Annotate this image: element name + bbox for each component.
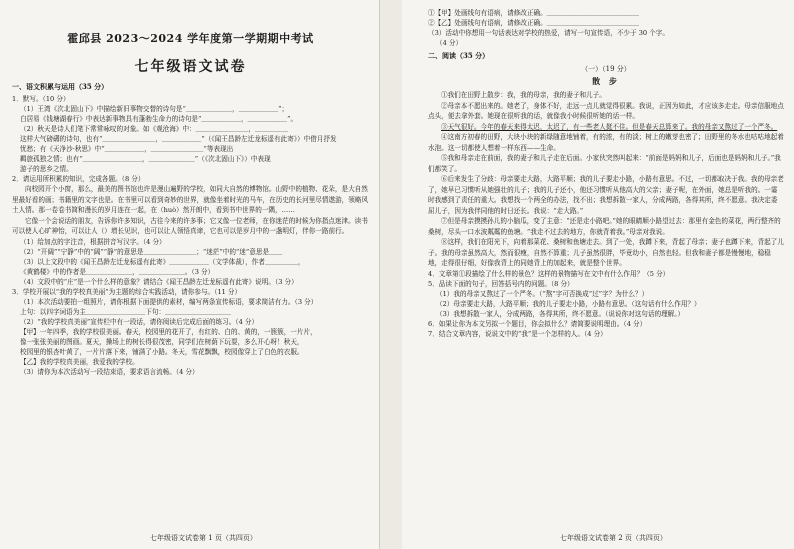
reading-passage: 它像一个会说话的朋友，告诉你许多知识，古往今来的许多事；它又像一位老师，在你迷茫的时候为你指点迷津。读书可以使人心旷神怡，可以让人（）增长见识，也可以让人领悟真谛，它也可以是岁月中的一盏明灯，伴你一路前行。 bbox=[12, 216, 368, 235]
q3-line: 像一张张美丽的图画。夏天，操场上的树长得很茂密，同学们在树荫下玩耍，多么开心呀！秋天， bbox=[20, 337, 304, 346]
q1-line: 羁旅孤独之情；也有“＿＿＿＿＿＿＿＿＿，＿＿＿＿＿＿＿”（《次北固山下》）中表现 bbox=[20, 155, 271, 163]
article-paragraph: ⑥后来发生了分歧：母亲要走大路，大路平顺；我的儿子要走小路，小路有意思。不过，一切都取决于我。我的母亲老了，她早已习惯听从她强壮的儿子；我的儿子还小，他还习惯听从他高大的父亲；妻子呢，在外面，她总是听我的。一霎时我感到了责任的重大。我想找一个两全的办法，找不出；我想拆散一家人，分成两路，各得其所，终不愿意。我决定委屈儿子，因为我伴同他的时日还长。我说：“走大路。” bbox=[428, 175, 784, 215]
left-page bbox=[0, 0, 380, 549]
reading-passage: 向校园开个小窗，那么，最美的图书馆也许是漫山遍野的学校，如同大自然的博物馆。山野中的植物、花朵，是大自然里最好看的画；书籍里的文字也是。在书里可以看到奇妙的世界，就像坐着时光的马车，在历史的长河里尽情遨游，领略风土人情。那一卷卷书简和漫长的岁月连在一起，在（huò）然开朗中，看到书中世界的一隅，…… bbox=[12, 185, 369, 214]
top-line: ①【甲】处画线句有语病，请修改正确。＿＿＿＿＿＿＿＿＿＿＿＿＿＿ bbox=[428, 9, 639, 17]
question-line: （3）我想拆散一家人，分成两路，各得其所，终不愿意。（说说你对这句话的理解。） bbox=[436, 309, 685, 318]
question-line: 7．结合文章内容，说说文中的“我”是一个怎样的人。（4 分） bbox=[428, 329, 607, 338]
page-2-footer: 七年级语文试卷第 2 页（共四页） bbox=[560, 534, 667, 542]
section-1-heading: 一、语文积累与运用（35 分） bbox=[12, 82, 109, 91]
article-paragraph: ③天气很好。今年的春天来得太迟，太迟了，有一些老人挺不住。但是春天总算来了。我的母亲又熬过了一个严冬。 bbox=[441, 122, 778, 131]
q1-line: 白居易《钱塘湖春行》中表达新事物具有蓬勃生命力的诗句是“＿＿＿＿＿＿，＿＿＿＿＿＿”。 bbox=[20, 115, 298, 123]
q3-line: 【乙】我的学校真美丽，我爱我的学校。 bbox=[20, 357, 139, 366]
q3-line: 【甲】一年四季，我的学校很美丽。春天，校园里的花开了，有红的、白的、黄的，一簇簇，一片片， bbox=[20, 327, 317, 336]
q1-line: （1）王湾《次北固山下》中描绘新旧事物交替的诗句是“＿＿＿＿＿＿＿，＿＿＿＿＿＿”； bbox=[20, 105, 289, 113]
section-2-heading: 二、阅读（35 分） bbox=[428, 51, 490, 60]
article-paragraph: ①我们在田野上散步：我，我的母亲，我的妻子和儿子。 bbox=[441, 91, 606, 99]
q1-line: 游子的思乡之情。 bbox=[20, 165, 73, 173]
q2-line: （1）给加点的字注音，根据拼音写汉字。（4 分） bbox=[20, 237, 166, 246]
page-1-footer: 七年级语文试卷第 1 页（共四页） bbox=[150, 534, 257, 542]
top-line: （3）活动中你想用一句话表达对学校的热爱，请写一句宣传语，不少于 30 个字。 bbox=[428, 29, 669, 37]
article-paragraph: ⑦但是母亲摸摸孙儿的小脑瓜，变了主意：“还是走小路吧。”她的眼睛顺小路望过去：那里有金色的菜花，两行整齐的桑树，尽头一口水波粼粼的鱼塘。“我走不过去的地方，你就背着我。”母亲对我说。 bbox=[428, 217, 781, 236]
subsection-heading: （一）（19 分） bbox=[581, 65, 631, 73]
question-line: 5．品读下面的句子，回答括号内的问题。（8 分） bbox=[428, 279, 574, 288]
exam-title: 七年级语文试卷 bbox=[134, 59, 247, 75]
top-line: （4 分） bbox=[436, 39, 463, 47]
q2-line: （3）以上文段中的《闻王昌龄左迁龙标遥有此寄》＿＿＿＿＿＿（文学体裁），作者＿＿＿＿＿， bbox=[20, 257, 305, 266]
article-paragraph: ②母亲本不愿出来的。她老了，身体不好，走远一点儿就觉得很累。我说，正因为如此，才应该多走走。母亲信服地点点头，便去拿外套。她现在很听我的话，就像我小时候很听她的话一样。 bbox=[428, 101, 784, 120]
question-line: （2）母亲要走大路，大路平顺；我的儿子要走小路，小路有意思。（这句话有什么作用？） bbox=[436, 299, 701, 308]
top-line: ②【乙】处画线句有语病，请修改正确。＿＿＿＿＿＿＿＿＿＿＿＿＿＿ bbox=[428, 19, 639, 27]
article-paragraph: ⑤我和母亲走在前面，我的妻子和儿子走在后面。小家伙突然叫起来：“前面是妈妈和儿子，后面也是妈妈和儿子。”我们都笑了。 bbox=[428, 154, 781, 173]
q1-line: 忧愁；有《天净沙·秋思》中“＿＿＿＿＿＿，＿＿＿＿＿＿＿＿”等表现出 bbox=[20, 145, 234, 153]
question-line: （1）我的母亲又熬过了一个严冬。（“熬”字可否换成“过”字？为什么？） bbox=[436, 289, 649, 298]
article-paragraph: ⑧这样，我们在阳光下，向着那菜花、桑树和鱼塘走去。到了一处，我蹲下来，背起了母亲；妻子也蹲下来，背起了儿子。我的母亲虽然高大，然而很瘦，自然不算重；儿子虽然很胖，毕竟幼小，自然也轻。但我和妻子都是慢慢地，稳稳地，走得很仔细，好像我背上的同她背上的加起来，就是整个世界。 bbox=[428, 238, 784, 267]
q3-line: （2）“我的学校真美丽”宣传栏中有一段话，请你阅读后完成后面的练习。（4 分） bbox=[20, 317, 259, 326]
binding-gutter bbox=[380, 0, 402, 549]
article-title: 散 步 bbox=[592, 76, 620, 86]
question-2: 2．请运用所积累的知识，完成各题。（8 分） bbox=[12, 175, 145, 183]
q3-line: （1）本次活动要拍一组照片，请你根据下面提供的素材，编写两条宣传标语，要求简洁有力。（3 分） bbox=[20, 297, 318, 306]
question-line: 4．文章第①段描绘了什么样的景色？这样的景物描写在文中有什么作用？（5 分） bbox=[428, 269, 670, 278]
q2-line: （2）“开阔”“宁静”中的“阔”“静”的意思是＿＿＿＿＿＿＿＿；“迷茫”中的“迷”意思是＿＿ bbox=[20, 247, 283, 256]
article-paragraph: ④这南方初春的田野，大块小块的新绿随意地铺着，有的浓，有的淡；树上的嫩芽也密了；田野里的冬水也咕咕地起着水泡。这一切都使人想着一样东西——生命。 bbox=[428, 133, 784, 152]
question-3: 3．学校开展以“我的学校真美丽”为主题的综合实践活动，请你参与。（11 分） bbox=[12, 287, 242, 296]
q3-line: （3）请你为本次活动写一段结束语，要求语言流畅。（4 分） bbox=[20, 367, 199, 376]
q1-line: 这样大气磅礴的诗句，也有“＿＿＿＿＿＿＿＿，＿＿＿＿＿＿”（《闻王昌龄左迁龙标遥有此寄》）中借月抒发 bbox=[20, 135, 337, 143]
exam-header: 霍邱县 2023～2024 学年度第一学期期中考试 bbox=[67, 32, 314, 45]
q2-line: 《黄鹤楼》中的作者是＿＿＿＿＿＿＿，＿＿＿＿＿＿＿。（3 分） bbox=[20, 267, 215, 276]
q3-line: 校园里的银杏叶黄了，一片片落下来，铺满了小路。冬天，雪花飘飘，校园像穿上了白色的衣服。 bbox=[20, 347, 304, 356]
q1-line: （2）秋天是诗人们笔下常常咏叹的对象。如《观沧海》中：＿＿＿＿＿＿＿＿，＿＿＿＿＿ bbox=[20, 125, 288, 133]
q2-line: （4）文段中的“庄”是一个什么样的意象？请结合《闻王昌龄左迁龙标遥有此寄》说明。（3 分） bbox=[20, 277, 298, 286]
q3-line: 上句：以四字词语为主＿＿＿＿＿＿＿＿＿下句：＿＿＿＿＿＿＿＿＿＿ bbox=[20, 307, 231, 316]
right-page bbox=[402, 0, 794, 549]
question-line: 6．如果让你为本文另拟一个题目，你会拟什么？请简要说明理由。（4 分） bbox=[428, 319, 647, 328]
question-1: 1．默写。（10 分） bbox=[12, 95, 70, 103]
